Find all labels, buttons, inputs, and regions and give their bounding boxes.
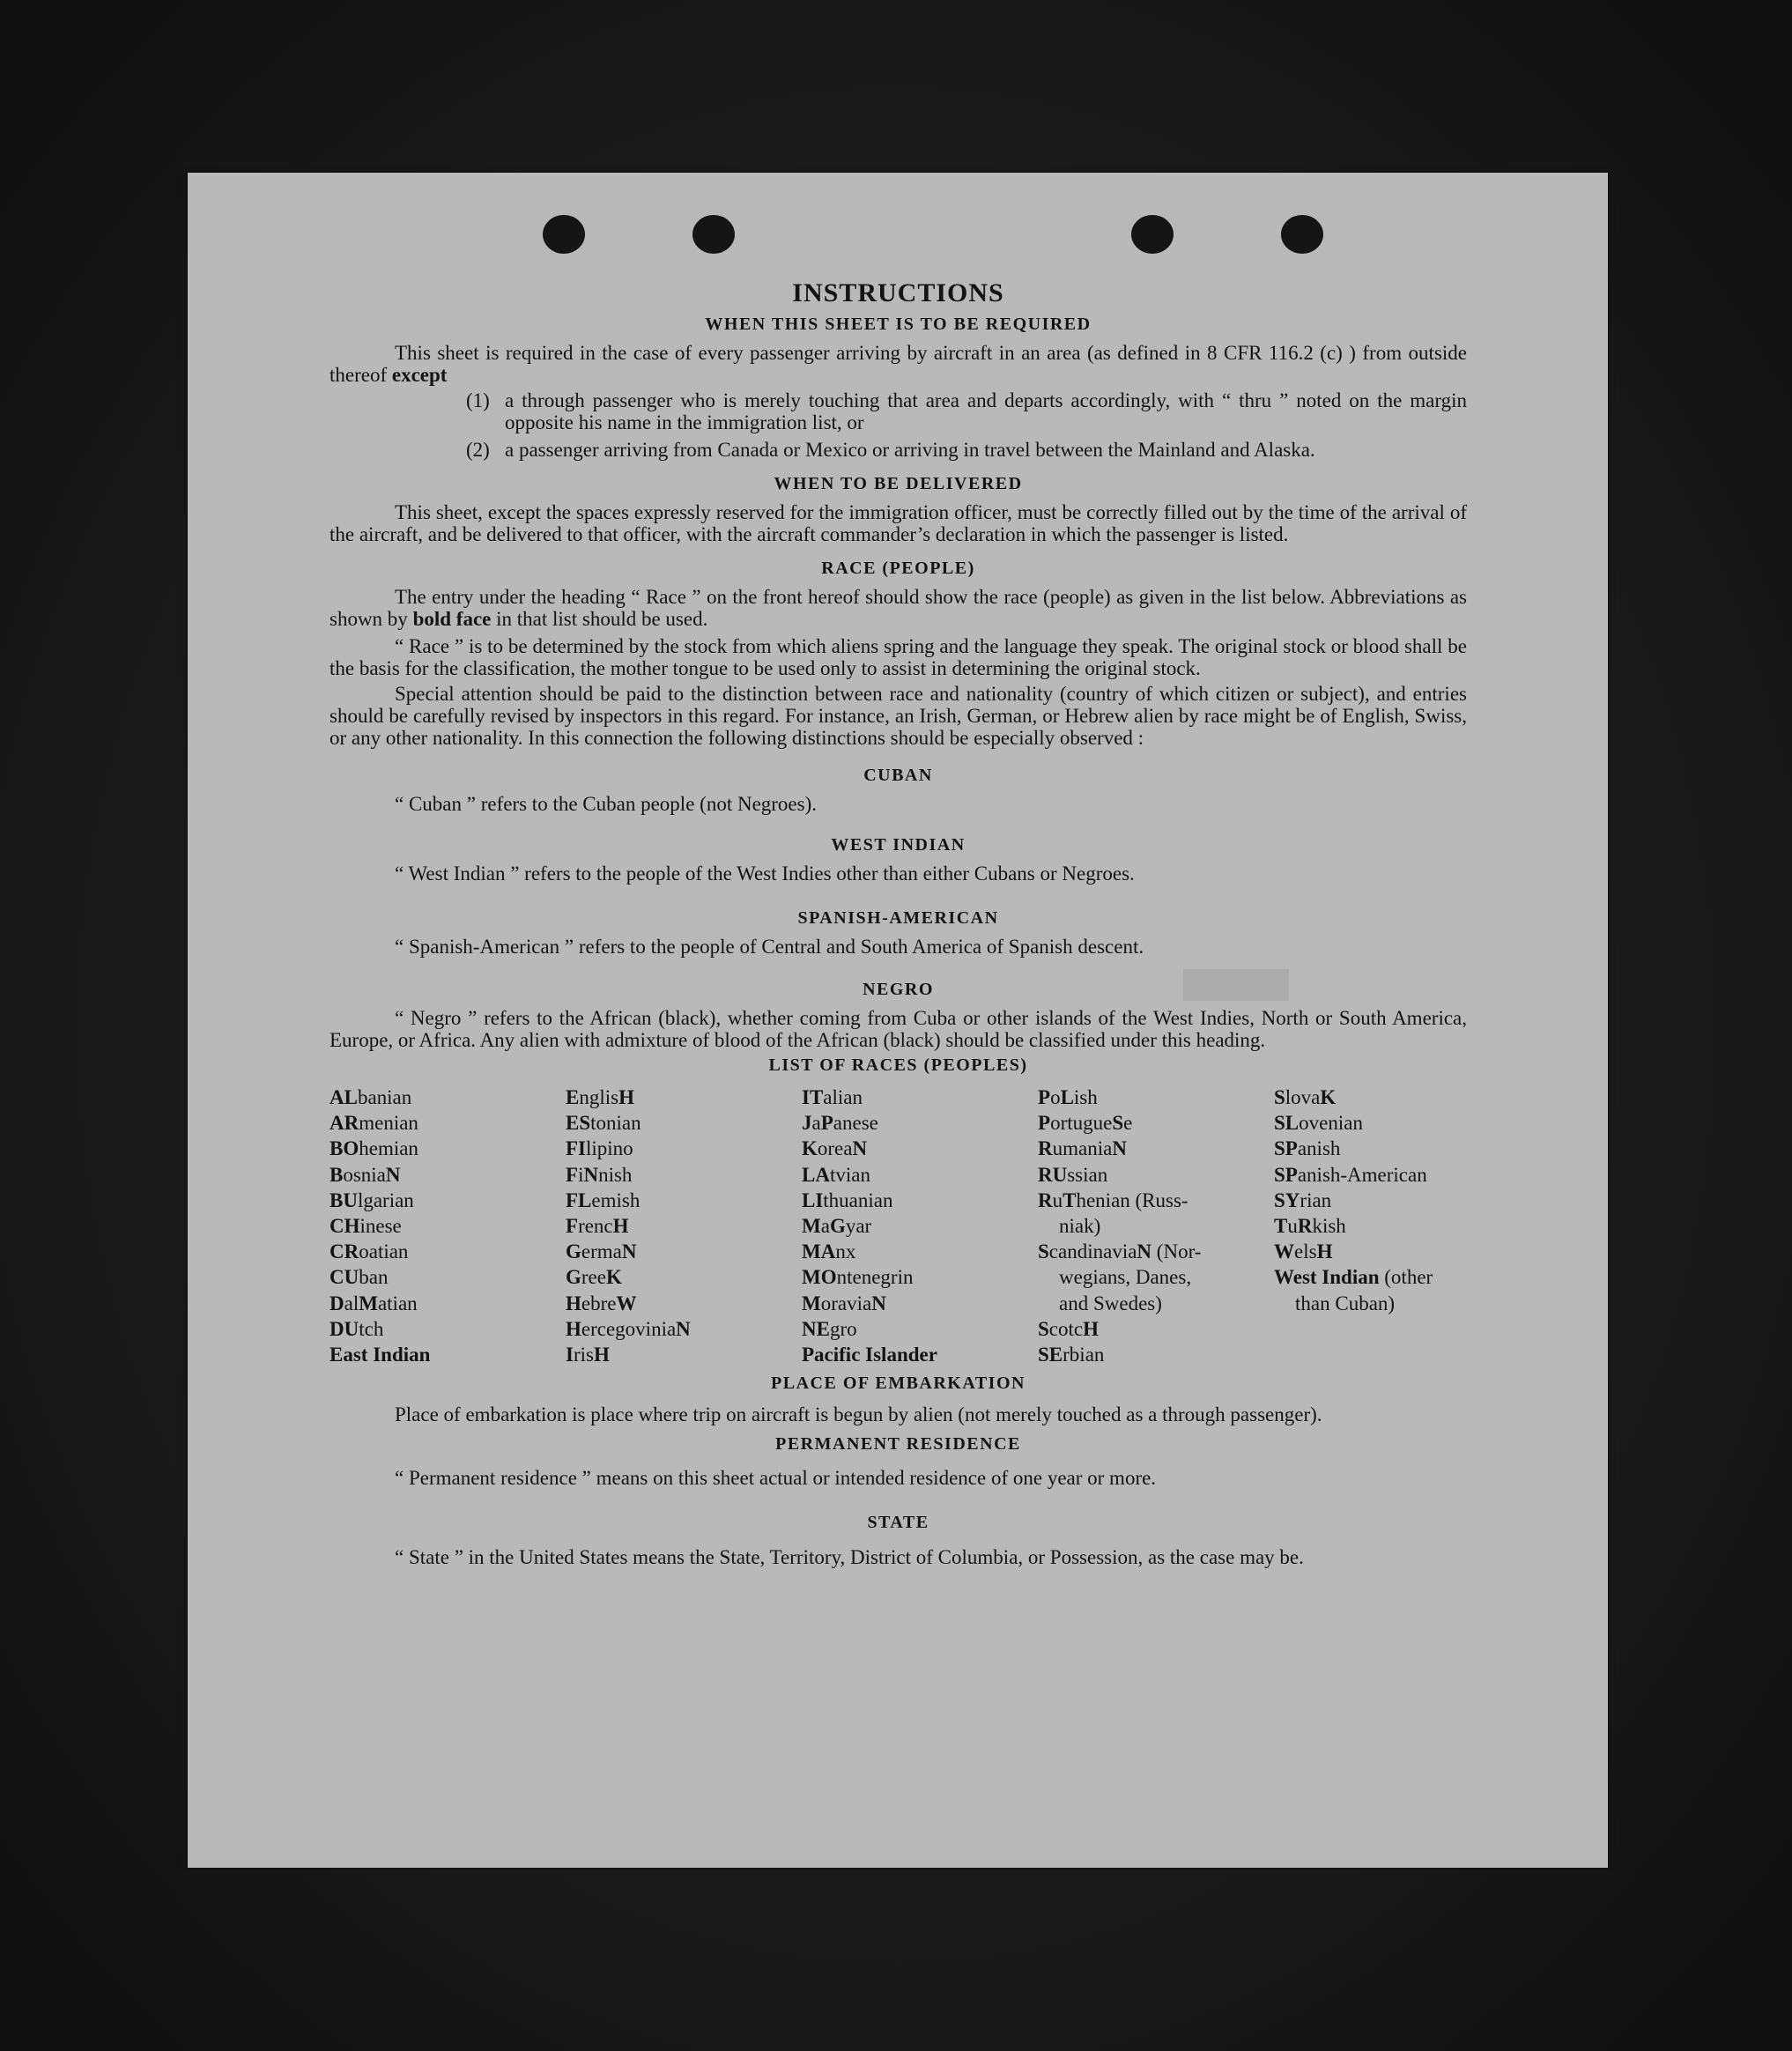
race-abbrev: AL — [330, 1086, 358, 1108]
race-text: anese — [833, 1112, 878, 1135]
race-entry — [1038, 1239, 1274, 1264]
race-entry — [802, 1213, 1038, 1239]
race-entry — [330, 1136, 566, 1161]
paragraph: Special attention should be paid to the distinction between race and nationality (country of which citizen or subject), and entries should be carefully revised by inspectors in this regard. For instance, an Irish, German, or Hebrew alien by race might be of English, Swiss, or any other nationality. In this connection the following distinctions should be especially observed : — [330, 683, 1467, 749]
race-abbrev: M — [802, 1292, 821, 1314]
punch-hole — [692, 215, 735, 254]
race-text: u — [1052, 1188, 1063, 1211]
race-entry — [802, 1264, 1038, 1290]
race-abbrev: AR — [330, 1112, 359, 1135]
race-entry — [802, 1316, 1038, 1342]
race-entry — [1038, 1316, 1274, 1342]
race-abbrev: M — [802, 1215, 821, 1238]
race-abbrev: MO — [802, 1266, 837, 1289]
race-text: emish — [591, 1188, 641, 1211]
race-abbrev: L — [1060, 1086, 1074, 1108]
race-abbrev: BU — [330, 1188, 358, 1211]
race-text: lova — [1285, 1086, 1321, 1108]
race-abbrev: P — [1038, 1086, 1051, 1108]
race-abbrev: RU — [1038, 1163, 1068, 1186]
race-text: nx — [835, 1240, 856, 1263]
race-abbrev: P — [820, 1112, 833, 1135]
race-abbrev: T — [1063, 1188, 1077, 1211]
paragraph: Place of embarkation is place where trip on aircraft is begun by alien (not merely touched as a through passenger). — [395, 1403, 1322, 1426]
paragraph: “ State ” in the United States means the State, Territory, District of Columbia, or Possession, as the case may be. — [395, 1546, 1304, 1569]
race-entry — [802, 1342, 1038, 1367]
race-abbrev: D — [330, 1292, 344, 1314]
race-entry — [802, 1110, 1038, 1136]
race-abbrev: J — [802, 1112, 812, 1135]
race-entry — [802, 1162, 1038, 1188]
race-text: hemian — [359, 1137, 418, 1160]
paragraph: “ Spanish-American ” refers to the people of Central and South America of Spanish descent. — [395, 936, 1144, 958]
race-abbrev: F — [566, 1215, 579, 1238]
paragraph: This sheet is required in the case of every passenger arriving by aircraft in an area (as defined in 8 CFR 116.2 (c) ) from outside thereof except — [330, 342, 1467, 386]
race-entry — [566, 1264, 802, 1290]
races-column — [802, 1085, 1038, 1367]
races-column — [1038, 1085, 1274, 1367]
race-abbrev: West Indian — [1274, 1266, 1380, 1289]
paragraph: “ Negro ” refers to the African (black), whether coming from Cuba or other islands of the West Indies, North or South America, Europe, or Africa. Any alien with admixture of blood of the African (black) should be classified under this heading. — [330, 1007, 1467, 1051]
race-abbrev: N — [1137, 1240, 1152, 1263]
race-abbrev: SP — [1274, 1137, 1298, 1160]
paragraph: “ Permanent residence ” means on this sheet actual or intended residence of one year or more. — [395, 1467, 1157, 1490]
race-abbrev: SE — [1038, 1344, 1063, 1366]
race-entry — [1038, 1085, 1274, 1110]
race-abbrev: K — [802, 1137, 818, 1160]
race-entry — [330, 1316, 566, 1342]
race-abbrev: E — [566, 1086, 580, 1108]
bleed-through-mark: ▬ — [1183, 906, 1289, 1024]
race-text: oatian — [359, 1240, 409, 1263]
race-text: (Nor- — [1151, 1240, 1202, 1263]
race-abbrev: SL — [1274, 1112, 1300, 1135]
race-entry — [330, 1342, 566, 1367]
race-entry — [1274, 1239, 1467, 1264]
race-abbrev: N — [583, 1163, 599, 1186]
race-entry — [1274, 1085, 1467, 1110]
race-text: ebre — [581, 1292, 617, 1314]
race-text: menian — [359, 1112, 418, 1135]
race-entry-continuation: niak) — [1059, 1215, 1101, 1238]
race-text: i — [578, 1163, 584, 1186]
race-text: anish — [1297, 1137, 1341, 1160]
race-text: rbian — [1063, 1344, 1105, 1366]
race-text: a — [811, 1112, 821, 1135]
race-abbrev: Pacific Islander — [802, 1344, 937, 1366]
race-abbrev: H — [1083, 1317, 1099, 1340]
race-entry — [566, 1085, 802, 1110]
race-entry — [802, 1291, 1038, 1316]
race-abbrev: B — [330, 1163, 344, 1186]
race-abbrev: N — [385, 1163, 401, 1186]
race-entry — [1274, 1188, 1467, 1213]
race-abbrev: ES — [566, 1112, 591, 1135]
race-text: candinavia — [1048, 1240, 1137, 1263]
race-entry — [330, 1085, 566, 1110]
race-text: ortugue — [1050, 1112, 1113, 1135]
race-entry — [566, 1316, 802, 1342]
race-text: ree — [581, 1266, 606, 1289]
race-entry — [802, 1136, 1038, 1161]
race-text: orea — [817, 1137, 853, 1160]
race-text: tonian — [590, 1112, 641, 1135]
race-text: els — [1294, 1240, 1317, 1263]
race-abbrev: G — [566, 1266, 581, 1289]
race-text: o — [1050, 1086, 1061, 1108]
section-heading: SPANISH-AMERICAN — [797, 908, 999, 928]
race-entry — [566, 1291, 802, 1316]
instructions-body — [330, 278, 1467, 1571]
race-text: (other — [1379, 1266, 1433, 1289]
race-abbrev: S — [1038, 1240, 1049, 1263]
race-entry-continuation: and Swedes) — [1059, 1292, 1162, 1314]
race-abbrev: W — [616, 1292, 637, 1314]
race-abbrev: H — [593, 1344, 610, 1366]
list-item: (2) a passenger arriving from Canada or Mexico or arriving in travel between the Mainland and Alaska. — [466, 439, 1315, 461]
race-abbrev: IT — [802, 1086, 824, 1108]
race-text: u — [1287, 1215, 1298, 1238]
races-table — [330, 1085, 1467, 1367]
punch-hole — [1281, 215, 1323, 254]
race-abbrev: W — [1274, 1240, 1294, 1263]
race-text: alian — [823, 1086, 863, 1108]
race-text: ercegovinia — [581, 1317, 677, 1340]
race-abbrev: S — [1038, 1317, 1049, 1340]
punch-hole — [543, 215, 585, 254]
race-abbrev: LA — [802, 1163, 830, 1186]
race-entry — [330, 1110, 566, 1136]
race-text: lipino — [586, 1137, 633, 1160]
document-sheet — [188, 173, 1608, 1868]
race-text: kish — [1312, 1215, 1346, 1238]
paragraph: “ West Indian ” refers to the people of the West Indies other than either Cubans or Negroes. — [395, 863, 1135, 885]
race-abbrev: N — [676, 1317, 691, 1340]
race-text: umania — [1052, 1137, 1113, 1160]
race-text: ban — [359, 1266, 389, 1289]
page-title: INSTRUCTIONS — [792, 278, 1004, 307]
race-abbrev: SP — [1274, 1163, 1298, 1186]
race-entry — [566, 1239, 802, 1264]
race-abbrev: N — [852, 1137, 868, 1160]
race-text: al — [344, 1292, 359, 1314]
race-text: gro — [829, 1317, 857, 1340]
race-abbrev: CR — [330, 1240, 359, 1263]
race-entry — [330, 1239, 566, 1264]
race-entry — [1274, 1110, 1467, 1136]
race-text: anish-American — [1297, 1163, 1427, 1186]
race-text: ovenian — [1299, 1112, 1363, 1135]
race-abbrev: East Indian — [330, 1344, 431, 1366]
section-heading: WHEN TO BE DELIVERED — [774, 474, 1023, 493]
race-entry — [566, 1188, 802, 1213]
paragraph: “ Cuban ” refers to the Cuban people (not Negroes). — [395, 793, 818, 815]
race-entry — [1038, 1188, 1274, 1213]
punch-hole — [1131, 215, 1174, 254]
section-heading: WEST INDIAN — [831, 835, 966, 855]
paragraph: This sheet, except the spaces expressly reserved for the immigration officer, must be correctly filled out by the time of the arrival of the aircraft, and be delivered to that officer, with the aircraft commander’s declaration in which the passenger is listed. — [330, 501, 1467, 545]
race-abbrev: SY — [1274, 1188, 1300, 1211]
race-entry — [566, 1213, 802, 1239]
race-abbrev: LI — [802, 1188, 824, 1211]
race-abbrev: R — [1297, 1215, 1313, 1238]
race-text: thuanian — [823, 1188, 893, 1211]
race-abbrev: CH — [330, 1215, 360, 1238]
race-entry — [1038, 1342, 1274, 1367]
section-heading: NEGRO — [863, 980, 934, 999]
race-text: oravia — [820, 1292, 872, 1314]
section-heading: PLACE OF EMBARKATION — [771, 1374, 1026, 1394]
race-entry — [1038, 1162, 1274, 1188]
race-entry — [802, 1085, 1038, 1110]
section-heading: CUBAN — [863, 766, 933, 785]
race-abbrev: MA — [802, 1240, 836, 1263]
race-abbrev: N — [871, 1292, 886, 1314]
race-abbrev: K — [1320, 1086, 1337, 1108]
race-entry — [330, 1162, 566, 1188]
race-entry — [802, 1239, 1038, 1264]
race-text: cotc — [1048, 1317, 1084, 1340]
race-text: tvian — [829, 1163, 870, 1186]
race-abbrev: BO — [330, 1137, 359, 1160]
race-text: a — [820, 1215, 830, 1238]
race-abbrev: H — [566, 1292, 581, 1314]
race-abbrev: I — [566, 1344, 574, 1366]
race-abbrev: NE — [802, 1317, 830, 1340]
race-text: ssian — [1067, 1163, 1108, 1186]
race-abbrev: K — [605, 1266, 622, 1289]
race-entry — [566, 1342, 802, 1367]
race-entry — [330, 1213, 566, 1239]
race-entry — [1274, 1264, 1467, 1290]
race-abbrev: N — [1112, 1137, 1127, 1160]
race-abbrev: G — [566, 1240, 581, 1263]
race-text: rian — [1300, 1188, 1332, 1211]
race-entry — [330, 1291, 566, 1316]
race-abbrev: T — [1274, 1215, 1288, 1238]
race-abbrev: FI — [566, 1137, 586, 1160]
race-entry — [566, 1110, 802, 1136]
paragraph: The entry under the heading “ Race ” on the front hereof should show the race (people) as given in the list below. Abbreviations as shown by bold face in that list should be used. — [330, 586, 1467, 630]
race-text: ris — [573, 1344, 594, 1366]
races-column — [566, 1085, 802, 1367]
race-abbrev: DU — [330, 1317, 359, 1340]
paragraph: “ Race ” is to be determined by the stock from which aliens spring and the language they speak. The original stock or blood shall be the basis for the classification, the mother tongue to be used only to assist in determining the original stock. — [330, 635, 1467, 679]
race-entry — [566, 1136, 802, 1161]
race-entry — [1038, 1110, 1274, 1136]
race-text: yar — [845, 1215, 872, 1238]
race-text: osnia — [343, 1163, 386, 1186]
race-text: henian (Russ- — [1076, 1188, 1188, 1211]
race-abbrev: S — [1274, 1086, 1285, 1108]
race-abbrev: CU — [330, 1266, 359, 1289]
race-text: nish — [598, 1163, 633, 1186]
section-heading: WHEN THIS SHEET IS TO BE REQUIRED — [705, 315, 1092, 334]
race-entry — [1274, 1162, 1467, 1188]
race-abbrev: F — [566, 1163, 579, 1186]
race-abbrev: M — [359, 1292, 378, 1314]
race-entry — [566, 1162, 802, 1188]
race-abbrev: S — [1112, 1112, 1124, 1135]
race-entry — [330, 1188, 566, 1213]
race-entry — [802, 1188, 1038, 1213]
race-text: lgarian — [357, 1188, 414, 1211]
race-text: nglis — [579, 1086, 619, 1108]
race-abbrev: P — [1038, 1112, 1051, 1135]
race-abbrev: N — [621, 1240, 637, 1263]
races-column — [1274, 1085, 1467, 1367]
race-entry — [1274, 1213, 1467, 1239]
race-text: tch — [359, 1317, 384, 1340]
race-abbrev: R — [1038, 1188, 1053, 1211]
list-item: (1) a through passenger who is merely touching that area and departs accordingly, with “ thru ” noted on the margin opposite his name in the immigration list, or — [466, 389, 1467, 433]
race-entry — [330, 1264, 566, 1290]
race-text: ish — [1073, 1086, 1098, 1108]
race-entry-continuation: than Cuban) — [1295, 1292, 1396, 1314]
race-text: ntenegrin — [836, 1266, 914, 1289]
section-heading: STATE — [867, 1513, 929, 1533]
race-text: atian — [377, 1292, 418, 1314]
race-text: banian — [357, 1086, 412, 1108]
races-column — [330, 1085, 566, 1367]
race-text: inese — [359, 1215, 402, 1238]
race-abbrev: H — [1316, 1240, 1333, 1263]
race-text: renc — [578, 1215, 613, 1238]
race-entry-continuation: wegians, Danes, — [1059, 1266, 1192, 1289]
section-heading: PERMANENT RESIDENCE — [775, 1434, 1021, 1455]
race-entry — [1038, 1136, 1274, 1161]
race-abbrev: R — [1038, 1137, 1053, 1160]
race-abbrev: FL — [566, 1188, 592, 1211]
race-text: erma — [581, 1240, 622, 1263]
race-entry — [1274, 1136, 1467, 1161]
section-heading: LIST OF RACES (PEOPLES) — [768, 1055, 1028, 1075]
section-heading: RACE (PEOPLE) — [821, 559, 975, 578]
race-abbrev: H — [618, 1086, 634, 1108]
race-abbrev: G — [829, 1215, 846, 1238]
race-text: e — [1123, 1112, 1133, 1135]
race-abbrev: H — [612, 1215, 629, 1238]
race-abbrev: H — [566, 1317, 581, 1340]
